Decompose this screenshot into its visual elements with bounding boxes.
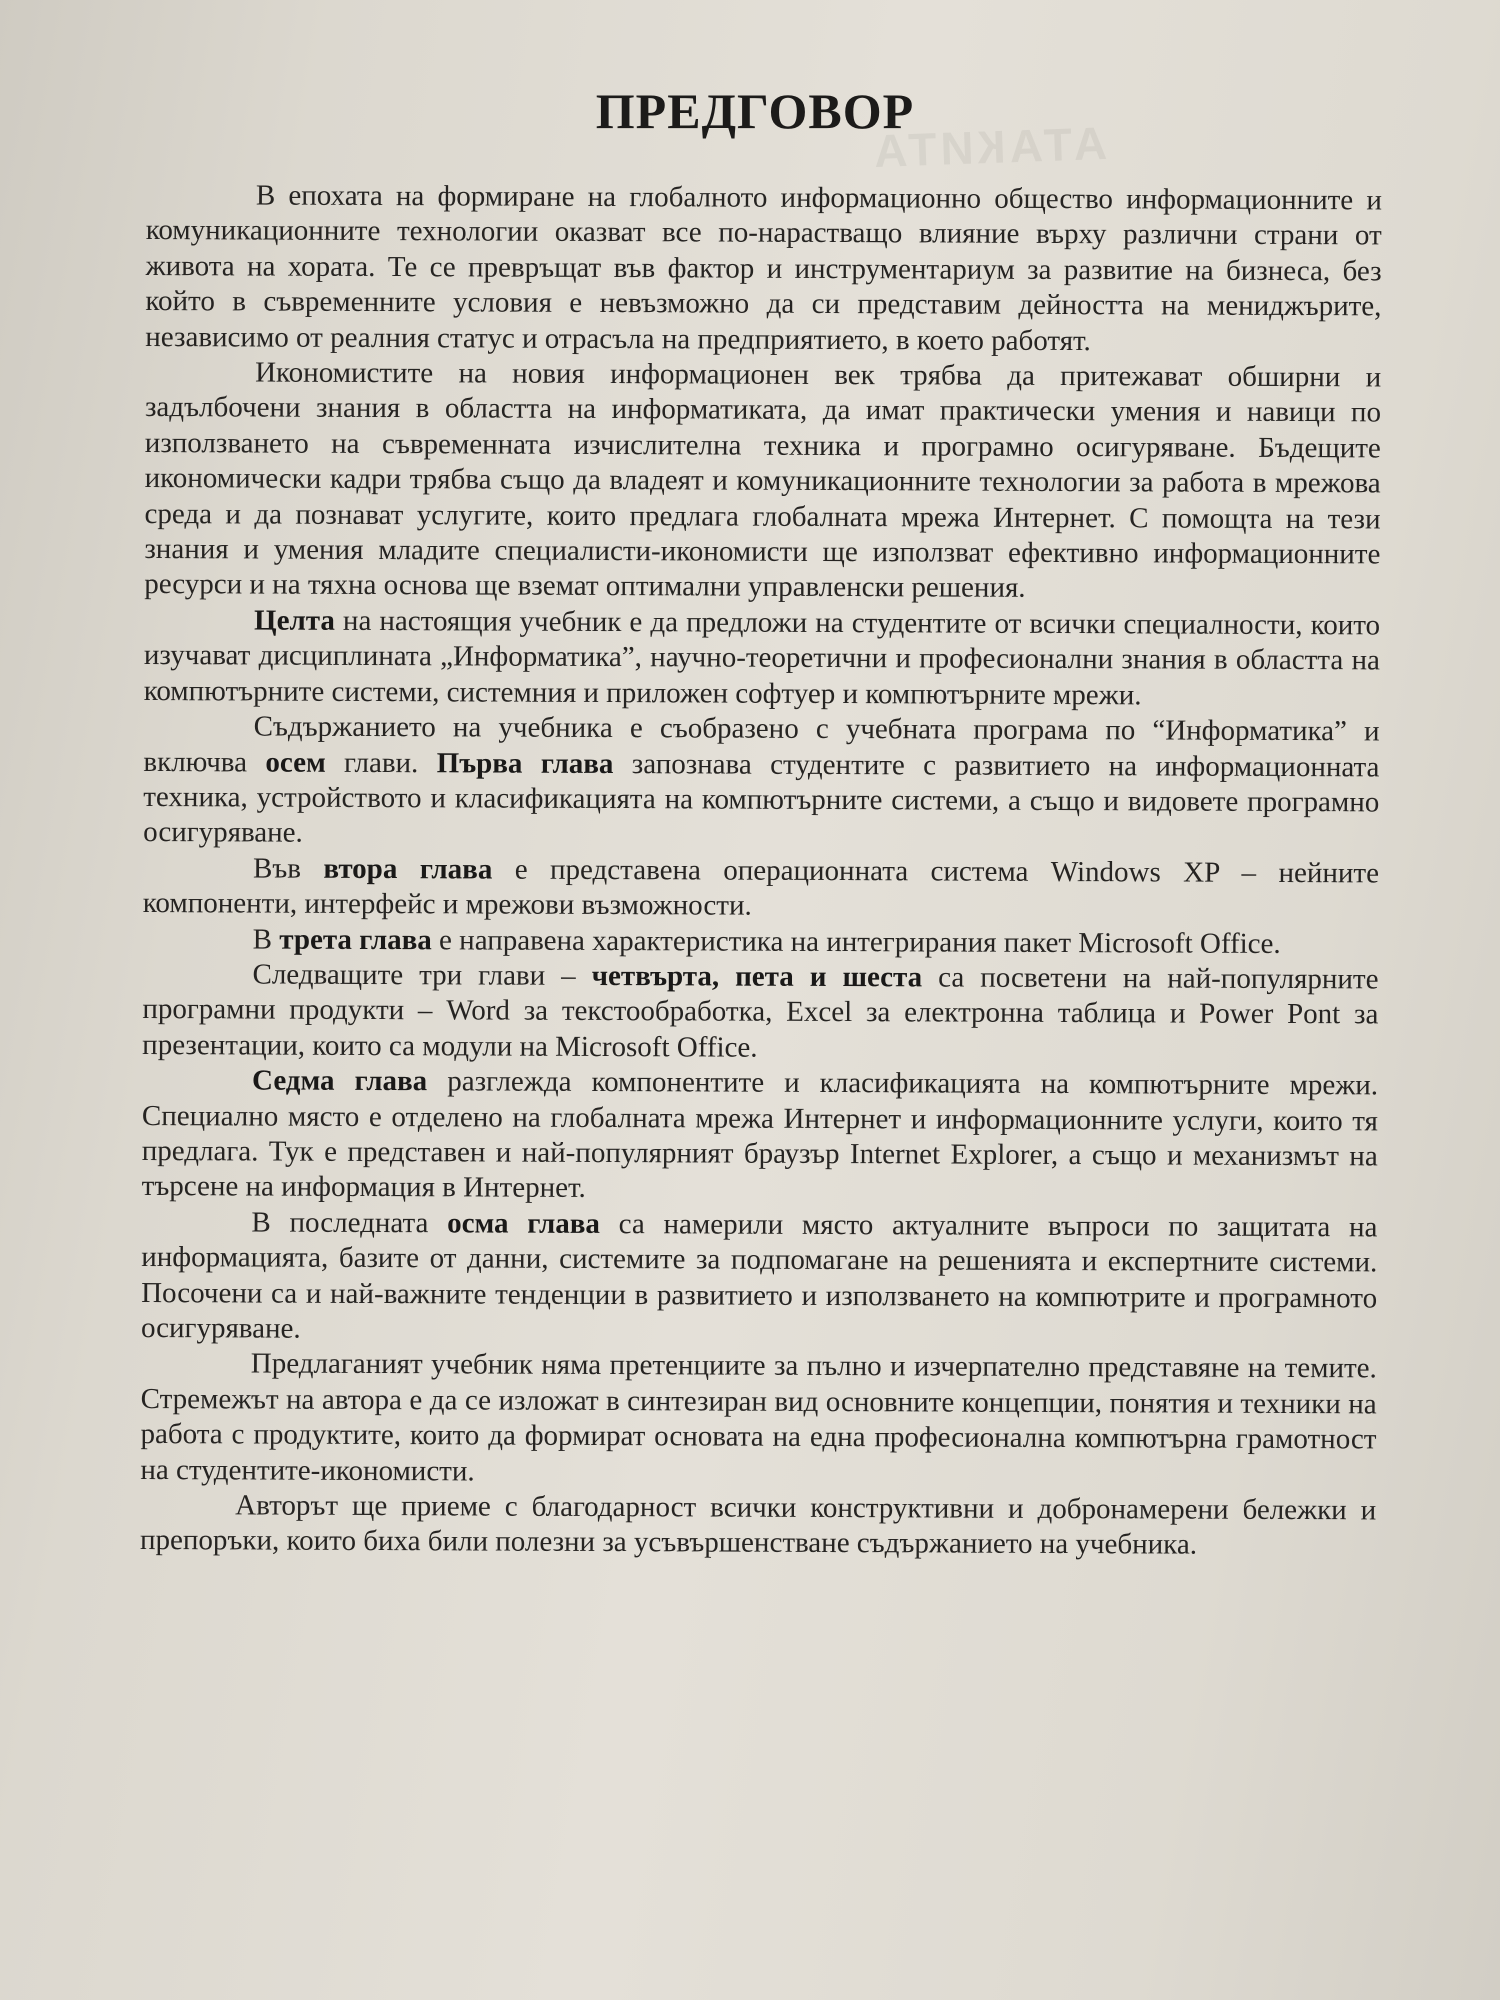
page-title: ПРЕДГОВОР [595,83,915,139]
text-run: разглежда компонентите и класификацията на компютърните мрежи. Специално място е отделено на глобалната мрежа Интернет и информационните услуги, които тя предлага. Тук е представен и най-популярният браузър Internet Explorer, а също и механизмът на търсене на информация в Интернет. [141,1065,1379,1205]
paragraph-6 [143,922,1379,963]
bold-run: Целта [254,604,335,637]
text-run: са намерили място актуалните въпроси по защитата на информацията, базите от данни, системите за подпомагане на решенията и експертните системи. Посочени са и най-важните тенденции в развитието и използването на компютрите и програмното осигуряване. [140,1207,1378,1345]
text-run: глави. [325,746,437,779]
text-run: на настоящия учебник е да предложи на студентите от всички специалности, които изучават дисциплината „Информатика”, научно-теоретични и професионални знания в областта на компютърните системи, системния и приложен софтуер и компютърните мрежи. [143,604,1381,712]
preface-body [140,178,1382,1564]
bold-run: осма глава [447,1207,601,1240]
paragraph-9 [141,1205,1378,1352]
paragraph-10 [140,1346,1377,1493]
paragraph-11 [140,1488,1376,1564]
text-run: В [252,923,280,956]
text-run: Следващите три глави – [252,958,592,992]
show-through-text: АТАКИТА [869,116,1108,178]
text-run: е представена операционната система Windows XP – нейните компоненти, интерфейс и мрежови възможности. [142,853,1380,922]
bold-run: трета глава [279,923,432,956]
text-run: са посветени на най-популярните програмни продукти – Word за текстообработка, Excel за електронна таблица и Power Pont за презентации, които са модули на Microsoft Office. [142,961,1379,1064]
text-run: запознава студентите с развитието на информационната техника, устройството и класификацията на компютърните системи, а също и видовете програмно осигуряване. [143,747,1380,850]
paragraph-5 [143,851,1379,927]
text-run: Икономистите на новия информационен век трябва да притежават обширни и задълбочени знания в областта на информатиката, да имат практически умения и навици по използването на съвременната изчислителна техника и програмно осигуряване. Бъдещите икономически кадри трябва също да владеят и комуникационните технологии за работа в мрежова среда и да познават услугите, които предлага глобалната мрежа Интернет. С помощта на тези знания и умения младите специалисти-икономисти ще използват ефективно информационните ресурси и на тяхна основа ще вземат оптимални управленски решения. [144,356,1382,605]
text-run: е направена характеристика на интегрирания пакет Microsoft Office. [431,923,1281,960]
text-run: В епохата на формиране на глобалното информационно общество информационните и комуникационните технологии оказват все по-нарастващо влияние върху различни страни от живота на хората. Те се превръщат във фактор и инструментариум за развитие на бизнеса, без който в съвременните условия е невъзможно да си представим дейността на мениджърите, независимо от реалния статус и отрасъла на предприятието, в което работят. [145,179,1382,357]
bold-run: четвърта, пета и шеста [591,959,923,994]
paragraph-1 [145,178,1382,360]
paragraph-4 [143,709,1380,856]
bold-run: втора глава [323,852,493,886]
paragraph-8 [142,1063,1379,1210]
bold-run: осем [265,746,326,779]
text-run: Авторът ще приеме с благодарност всички конструктивни и добронамерени бележки и препоръки, които биха били полезни за усъвършенстване съдържанието на учебника. [139,1489,1377,1562]
text-run: В последната [251,1206,448,1240]
bold-run: Седма глава [251,1064,428,1098]
text-run: Предлаганият учебник няма претенциите за пълно и изчерпателно представяне на темите. Стремежът на автора е да се изложат в синтезиран вид основните концепции, понятия и техники на работа с продуктите, които да формират основата на една професионална компютърна грамотност на студентите-икономисти. [140,1347,1377,1488]
text-run: Съдържанието на учебника е съобразено с учебната програма по “Информатика” и включва [143,710,1380,779]
paragraph-2 [144,355,1381,608]
text-run: Във [252,852,324,885]
paragraph-7 [142,957,1378,1069]
paragraph-3 [144,603,1380,715]
bold-run: Първа глава [436,746,614,780]
